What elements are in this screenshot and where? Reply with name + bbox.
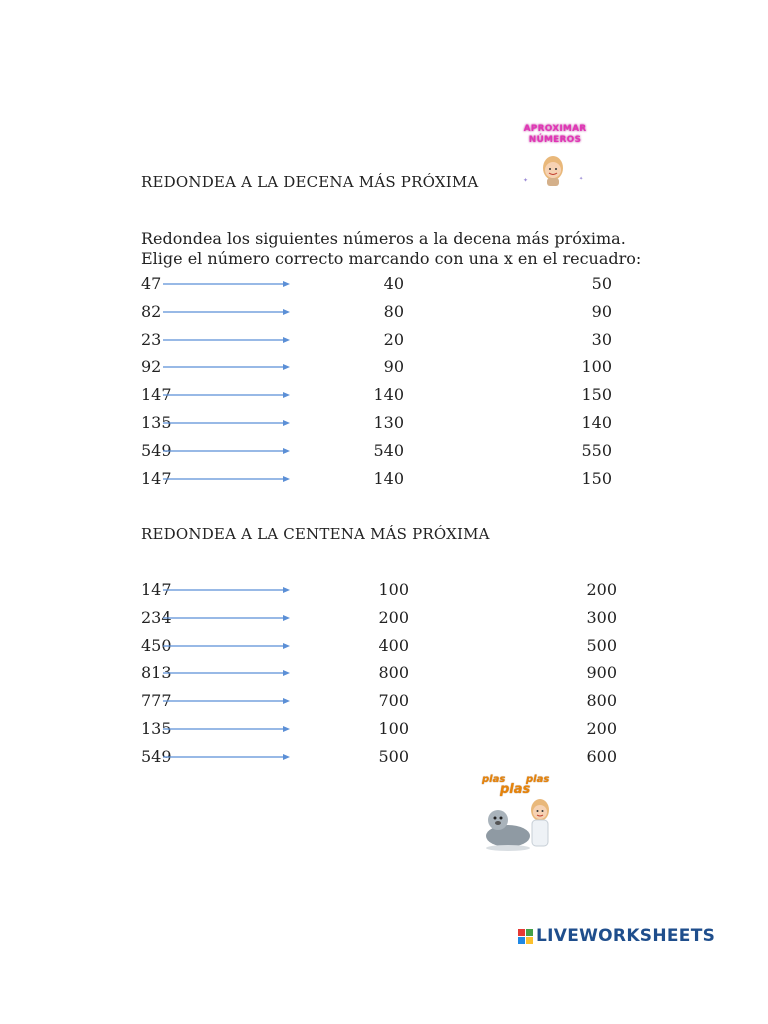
answer-option-b[interactable]: 100 (581, 357, 612, 377)
arrow-icon (163, 279, 293, 289)
exercise-row (141, 690, 621, 716)
answer-option-b[interactable]: 550 (581, 440, 612, 460)
arrow-icon (163, 390, 293, 400)
exercise-row (141, 440, 621, 466)
answer-option-b[interactable]: 150 (581, 385, 612, 405)
arrow-icon (163, 752, 293, 762)
svg-text:✦: ✦ (523, 177, 529, 184)
answer-option-a[interactable]: 80 (383, 301, 404, 321)
answer-option-b[interactable]: 300 (586, 607, 617, 627)
arrow-icon (163, 418, 293, 428)
liveworksheets-logo[interactable] (518, 924, 715, 948)
number-to-round: 135 (141, 413, 172, 432)
answer-option-a[interactable]: 100 (378, 719, 409, 738)
answer-option-b[interactable]: 200 (586, 580, 617, 599)
exercise-row (141, 662, 621, 688)
number-to-round: 23 (141, 329, 162, 349)
logo-text: LIVEWORKSHEETS (536, 926, 716, 946)
answer-option-a[interactable]: 400 (378, 635, 409, 655)
exercise-row (141, 468, 621, 494)
instruction-line-1: Redondea los siguientes números a la decena más próxima. (141, 229, 626, 248)
section-title-centena: REDONDEA A LA CENTENA MÁS PRÓXIMA (141, 525, 490, 543)
answer-option-b[interactable]: 90 (591, 301, 612, 321)
exercise-row (141, 635, 621, 661)
exercise-row (141, 579, 621, 605)
number-to-round: 450 (141, 635, 172, 655)
plas-text: plas (482, 774, 506, 785)
number-to-round: 234 (141, 607, 172, 627)
number-to-round: 549 (141, 440, 172, 460)
number-to-round: 147 (141, 580, 172, 599)
answer-option-b[interactable]: 150 (581, 468, 612, 488)
answer-option-b[interactable]: 900 (586, 663, 617, 683)
answer-option-a[interactable]: 200 (378, 607, 409, 627)
answer-option-b[interactable]: 800 (586, 691, 617, 711)
exercise-row (141, 718, 621, 744)
arrow-icon (163, 585, 293, 595)
exercise-row (141, 384, 621, 410)
avatar-icon (515, 122, 595, 192)
answer-option-a[interactable]: 140 (373, 468, 404, 488)
answer-option-a[interactable]: 100 (378, 580, 409, 599)
logo-mark-icon (518, 929, 533, 944)
answer-option-b[interactable]: 200 (586, 719, 617, 738)
exercise-row (141, 329, 621, 355)
number-to-round: 82 (141, 301, 162, 321)
arrow-icon (163, 641, 293, 651)
answer-option-a[interactable]: 540 (373, 440, 404, 460)
answer-option-a[interactable]: 800 (378, 663, 409, 683)
answer-option-a[interactable]: 90 (383, 357, 404, 377)
arrow-icon (163, 446, 293, 456)
answer-option-a[interactable]: 130 (373, 413, 404, 432)
arrow-icon (163, 335, 293, 345)
arrow-icon (163, 362, 293, 372)
arrow-icon (163, 474, 293, 484)
instruction-line-2: Elige el número correcto marcando con una x en el recuadro: (141, 249, 642, 268)
number-to-round: 147 (141, 468, 172, 488)
answer-option-a[interactable]: 500 (378, 746, 409, 766)
applause-illustration (470, 770, 580, 855)
aproximar-numeros-badge (515, 122, 595, 192)
arrow-icon (163, 307, 293, 317)
arrow-icon (163, 613, 293, 623)
answer-option-a[interactable]: 140 (373, 385, 404, 405)
exercise-row (141, 356, 621, 382)
plas-text: plas (526, 774, 550, 785)
exercise-row (141, 412, 621, 438)
number-to-round: 549 (141, 746, 172, 766)
number-to-round: 813 (141, 663, 172, 683)
section-title-decena: REDONDEA A LA DECENA MÁS PRÓXIMA (141, 173, 479, 191)
exercise-row (141, 746, 621, 772)
answer-option-b[interactable]: 50 (591, 274, 612, 293)
number-to-round: 135 (141, 719, 172, 738)
answer-option-a[interactable]: 40 (383, 274, 404, 293)
arrow-icon (163, 696, 293, 706)
answer-option-a[interactable]: 20 (383, 329, 404, 349)
badge-title: APROXIMAR NÚMEROS (523, 124, 587, 145)
exercise-row (141, 607, 621, 633)
exercise-row (141, 273, 621, 299)
number-to-round: 777 (141, 691, 172, 711)
number-to-round: 92 (141, 357, 162, 377)
answer-option-b[interactable]: 600 (586, 746, 617, 766)
plas-text: plas (500, 782, 531, 797)
number-to-round: 147 (141, 385, 172, 405)
arrow-icon (163, 724, 293, 734)
exercise-row (141, 301, 621, 327)
answer-option-b[interactable]: 140 (581, 413, 612, 432)
svg-text:✦: ✦ (579, 176, 584, 182)
number-to-round: 47 (141, 274, 162, 293)
answer-option-b[interactable]: 500 (586, 635, 617, 655)
answer-option-a[interactable]: 700 (378, 691, 409, 711)
answer-option-b[interactable]: 30 (591, 329, 612, 349)
arrow-icon (163, 668, 293, 678)
seal-and-avatar-icon (470, 770, 580, 855)
